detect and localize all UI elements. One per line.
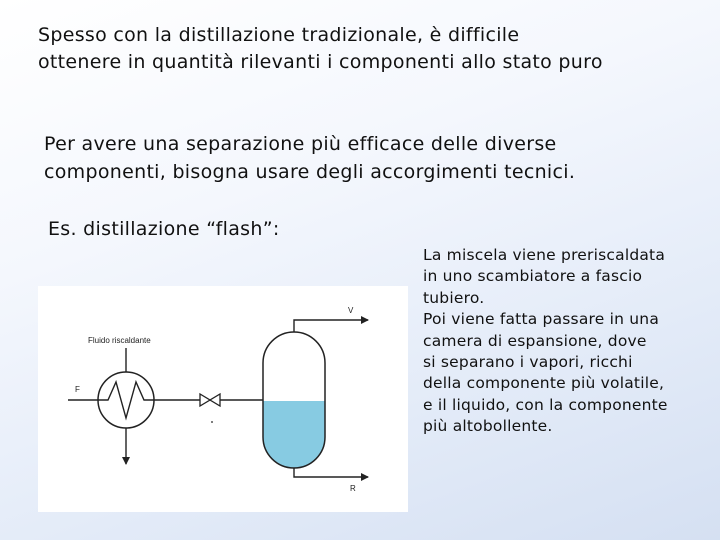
feed-label: F [75, 385, 80, 394]
intro-line: ottenere in quantità rilevanti i componenti allo stato puro [38, 51, 603, 73]
separation-line: Per avere una separazione più efficace delle diverse [44, 133, 557, 155]
liquid-fill [258, 401, 330, 471]
vapor-label: V [348, 306, 354, 315]
vapor-outlet [294, 320, 368, 332]
valve-icon [200, 394, 210, 406]
description-line: camera di espansione, dove [423, 331, 647, 350]
description-line: La miscela viene preriscaldata [423, 246, 666, 264]
residue-outlet [294, 468, 368, 477]
valve-icon-half [210, 394, 220, 406]
description-line: si separano i vapori, ricchi [423, 353, 633, 372]
separation-line: componenti, bisogna usare degli accorgimenti tecnici. [44, 161, 576, 183]
example-heading: Es. distillazione “flash”: [48, 218, 280, 240]
description-line: in uno scambiatore a fascio [423, 267, 643, 286]
description-line: tubiero. [423, 288, 485, 307]
residue-label: R [350, 484, 356, 493]
heating-fluid-label: Fluido riscaldante [88, 336, 151, 345]
description-line: Poi viene fatta passare in una [423, 310, 660, 329]
process-description [423, 245, 713, 438]
intro-paragraph [38, 22, 708, 76]
description-line: della componente più volatile, [423, 374, 665, 393]
separation-paragraph [44, 130, 704, 186]
diagram-svg [38, 286, 408, 512]
intro-line: Spesso con la distillazione tradizionale, è difficile [38, 24, 520, 46]
description-line: e il liquido, con la componente [423, 395, 668, 414]
dot [211, 421, 213, 423]
flash-distillation-diagram [38, 286, 408, 512]
description-line: più altobollente. [423, 417, 553, 436]
